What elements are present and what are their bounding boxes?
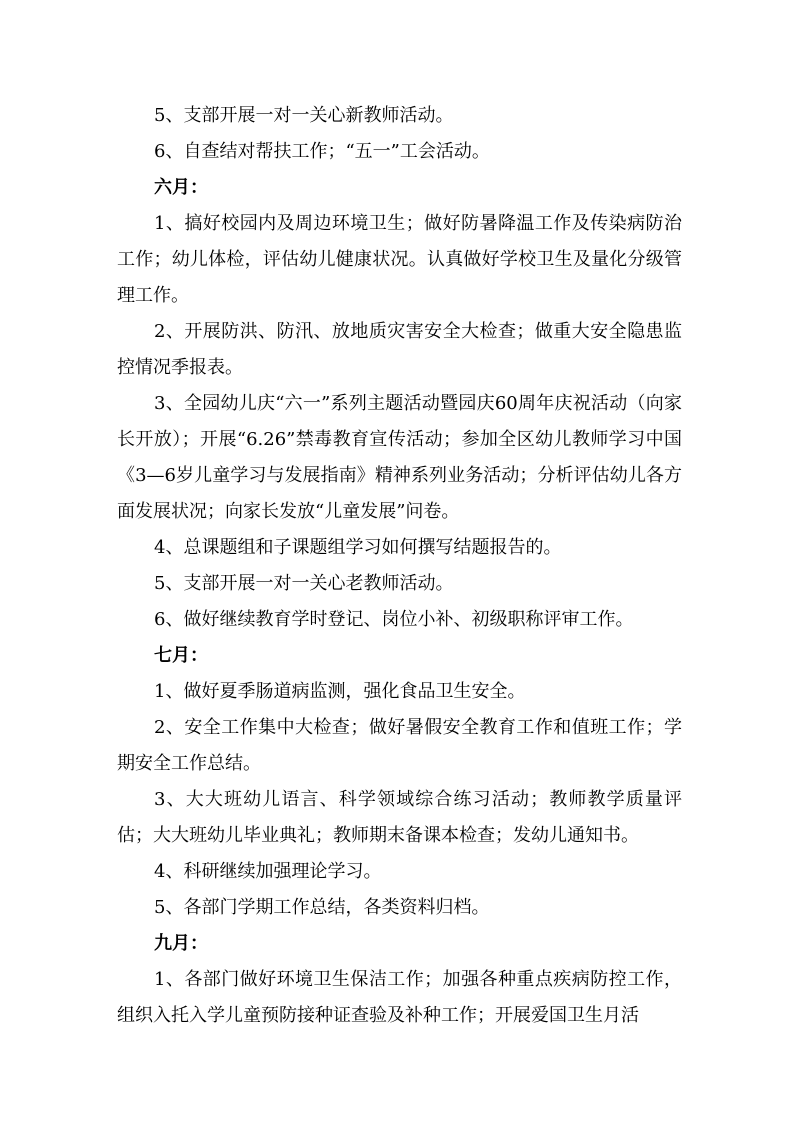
item-june-6: 6、做好继续教育学时登记、岗位小补、初级职称评审工作。 <box>154 609 634 630</box>
item-may-6: 6、自查结对帮扶工作；“五一”工会活动。 <box>154 141 490 162</box>
item-june-5: 5、支部开展一对一关心老教师活动。 <box>154 573 454 594</box>
item-june-3: 3、全园幼儿庆“六一”系列主题活动暨园庆60周年庆祝活动（向家长开放）；开展“6.26”禁毒教育宣传活动；参加全区幼儿教师学习中国《3—6岁儿童学习与发展指南》精神系列业务活动；分析评估幼儿各方面发展状况；向家长发放“儿童发展”问卷。 <box>117 393 682 522</box>
item-july-3: 3、大大班幼儿语言、科学领域综合练习活动；教师教学质量评估；大大班幼儿毕业典礼；教师期末备课本检查；发幼儿通知书。 <box>117 789 682 846</box>
item-july-5: 5、各部门学期工作总结，各类资料归档。 <box>154 897 490 918</box>
item-may-5: 5、支部开展一对一关心新教师活动。 <box>154 105 454 126</box>
item-july-2: 2、安全工作集中大检查；做好暑假安全教育工作和值班工作；学期安全工作总结。 <box>117 717 682 774</box>
document-body <box>117 98 682 1034</box>
heading-july: 七月： <box>154 645 208 666</box>
item-july-4: 4、科研继续加强理论学习。 <box>154 861 382 882</box>
item-june-2: 2、开展防洪、防汛、放地质灾害安全大检查；做重大安全隐患监控情况季报表。 <box>117 321 682 378</box>
item-july-1: 1、做好夏季肠道病监测，强化食品卫生安全。 <box>154 681 526 702</box>
item-june-1: 1、搞好校园内及周边环境卫生；做好防暑降温工作及传染病防治工作；幼儿体检，评估幼儿健康状况。认真做好学校卫生及量化分级管理工作。 <box>117 213 682 306</box>
item-june-4: 4、总课题组和子课题组学习如何撰写结题报告的。 <box>154 537 562 558</box>
heading-june: 六月： <box>154 177 208 198</box>
item-september-1: 1、各部门做好环境卫生保洁工作；加强各种重点疾病防控工作，组织入托入学儿童预防接种证查验及补种工作；开展爱国卫生月活 <box>117 969 682 1026</box>
heading-september: 九月： <box>154 933 208 954</box>
